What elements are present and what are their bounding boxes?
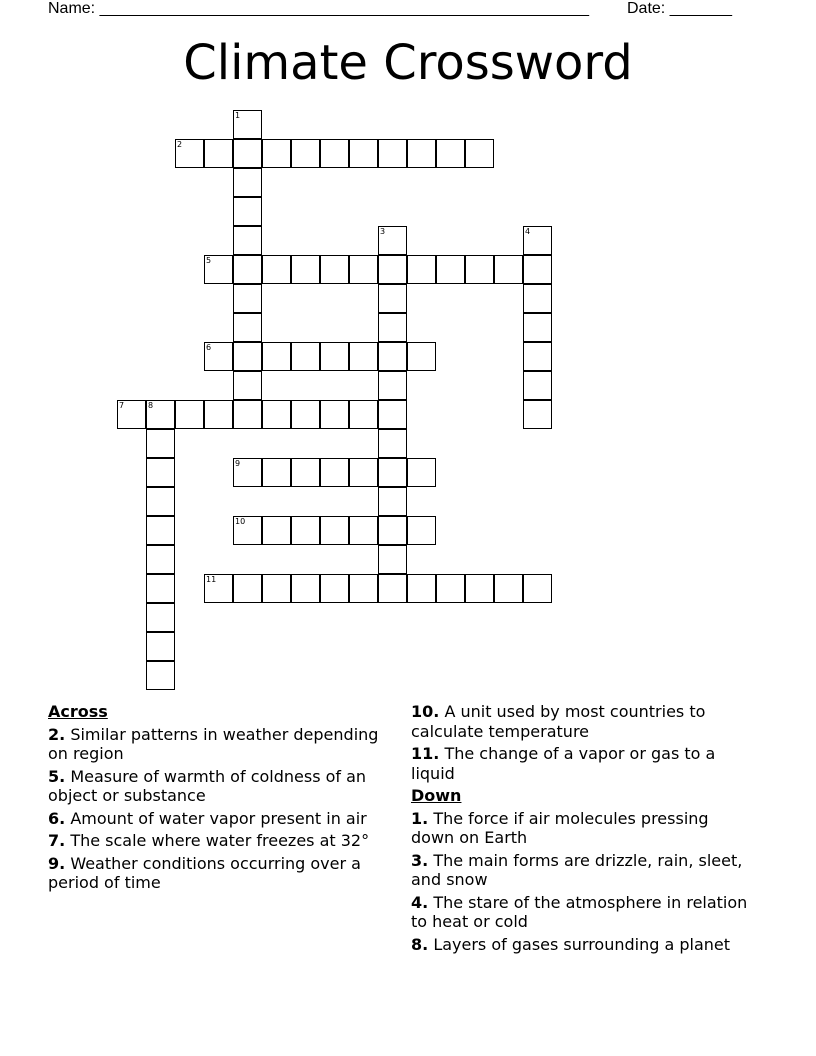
clue-across-7: 7. The scale where water freezes at 32° [48, 831, 370, 850]
clue-across-11: 11. The change of a vapor or gas to a liquid [411, 744, 716, 783]
crossword-cell[interactable] [349, 574, 378, 603]
crossword-cell[interactable] [262, 458, 291, 487]
crossword-cell[interactable] [349, 342, 378, 371]
crossword-cell[interactable] [291, 574, 320, 603]
crossword-cell[interactable] [320, 458, 349, 487]
cell-number: 10 [235, 517, 246, 526]
crossword-cell[interactable] [146, 661, 175, 690]
crossword-cell[interactable] [233, 284, 262, 313]
crossword-cell[interactable] [407, 139, 436, 168]
crossword-cell[interactable] [378, 574, 407, 603]
crossword-cell[interactable] [233, 400, 262, 429]
crossword-cell[interactable] [523, 226, 552, 255]
cell-number: 11 [206, 575, 217, 584]
crossword-cell[interactable] [262, 255, 291, 284]
clue-across-9: 9. Weather conditions occurring over a period of time [48, 853, 361, 892]
crossword-cell[interactable] [378, 429, 407, 458]
crossword-cell[interactable] [204, 574, 233, 603]
crossword-cell[interactable] [378, 139, 407, 168]
crossword-cell[interactable] [320, 574, 349, 603]
clue-down-4: 4. The stare of the atmosphere in relation to heat or cold [411, 892, 748, 931]
crossword-cell[interactable] [146, 603, 175, 632]
crossword-cell[interactable] [204, 342, 233, 371]
crossword-cell[interactable] [320, 139, 349, 168]
crossword-cell[interactable] [291, 400, 320, 429]
crossword-cell[interactable] [465, 255, 494, 284]
crossword-cell[interactable] [349, 516, 378, 545]
cell-number: 3 [380, 227, 386, 236]
crossword-cell[interactable] [291, 516, 320, 545]
crossword-cell[interactable] [407, 255, 436, 284]
crossword-cell[interactable] [523, 255, 552, 284]
crossword-cell[interactable] [523, 371, 552, 400]
crossword-cell[interactable] [378, 545, 407, 574]
crossword-cell[interactable] [349, 400, 378, 429]
clue-across-6: 6. Amount of water vapor present in air [48, 808, 367, 828]
crossword-cell[interactable] [378, 342, 407, 371]
crossword-cell[interactable] [320, 255, 349, 284]
cell-number: 1 [235, 111, 241, 120]
crossword-cell[interactable] [378, 284, 407, 313]
crossword-cell[interactable] [175, 139, 204, 168]
crossword-cell[interactable] [378, 255, 407, 284]
crossword-cell[interactable] [233, 371, 262, 400]
crossword-cell[interactable] [233, 226, 262, 255]
crossword-cell[interactable] [262, 574, 291, 603]
crossword-cell[interactable] [204, 255, 233, 284]
clue-across-2: 2. Similar patterns in weather depending on region [48, 724, 379, 763]
cell-number: 4 [525, 227, 531, 236]
name-field-label[interactable]: Name: _______________________________________________________ [48, 0, 589, 17]
cell-number: 2 [177, 140, 183, 149]
crossword-cell[interactable] [117, 400, 146, 429]
clue-down-3: 3. The main forms are drizzle, rain, sleet, and snow [411, 850, 743, 889]
crossword-cell[interactable] [494, 574, 523, 603]
crossword-cell[interactable] [146, 516, 175, 545]
crossword-cell[interactable] [233, 574, 262, 603]
crossword-cell[interactable] [262, 139, 291, 168]
crossword-cell[interactable] [233, 197, 262, 226]
crossword-cell[interactable] [407, 516, 436, 545]
crossword-cell[interactable] [349, 255, 378, 284]
crossword-cell[interactable] [146, 574, 175, 603]
down-heading: Down [411, 786, 462, 805]
cell-number: 8 [148, 401, 154, 410]
cell-number: 6 [206, 343, 212, 352]
crossword-cell[interactable] [233, 516, 262, 545]
crossword-cell[interactable] [175, 400, 204, 429]
crossword-cell[interactable] [378, 313, 407, 342]
crossword-cell[interactable] [349, 458, 378, 487]
crossword-cell[interactable] [523, 313, 552, 342]
crossword-cell[interactable] [262, 516, 291, 545]
crossword-cell[interactable] [291, 139, 320, 168]
crossword-cell[interactable] [262, 400, 291, 429]
clues-column-left [48, 702, 393, 896]
crossword-cell[interactable] [146, 458, 175, 487]
crossword-cell[interactable] [146, 545, 175, 574]
crossword-cell[interactable] [465, 139, 494, 168]
crossword-cell[interactable] [523, 574, 552, 603]
crossword-cell[interactable] [436, 139, 465, 168]
crossword-cell[interactable] [291, 458, 320, 487]
crossword-cell[interactable] [233, 458, 262, 487]
crossword-cell[interactable] [262, 342, 291, 371]
crossword-cell[interactable] [407, 342, 436, 371]
crossword-cell[interactable] [233, 168, 262, 197]
cell-number: 5 [206, 256, 212, 265]
crossword-cell[interactable] [291, 342, 320, 371]
crossword-cell[interactable] [146, 487, 175, 516]
clue-across-5: 5. Measure of warmth of coldness of an object or substance [48, 766, 367, 805]
crossword-cell[interactable] [378, 487, 407, 516]
date-field-label[interactable]: Date: _______ [627, 0, 732, 17]
clue-down-1: 1. The force if air molecules pressing down on Earth [411, 808, 709, 847]
crossword-cell[interactable] [204, 139, 233, 168]
cell-number: 7 [119, 401, 125, 410]
crossword-cell[interactable] [407, 574, 436, 603]
crossword-cell[interactable] [146, 429, 175, 458]
clue-down-8: 8. Layers of gases surrounding a planet [411, 934, 731, 954]
crossword-cell[interactable] [378, 371, 407, 400]
crossword-cell[interactable] [291, 255, 320, 284]
crossword-cell[interactable] [378, 458, 407, 487]
crossword-cell[interactable] [494, 255, 523, 284]
crossword-cell[interactable] [436, 574, 465, 603]
crossword-cell[interactable] [407, 458, 436, 487]
crossword-cell[interactable] [378, 226, 407, 255]
crossword-cell[interactable] [378, 516, 407, 545]
crossword-cell[interactable] [523, 342, 552, 371]
crossword-cell[interactable] [436, 255, 465, 284]
clue-across-10: 10. A unit used by most countries to calculate temperature [411, 702, 706, 741]
crossword-cell[interactable] [320, 400, 349, 429]
crossword-cell[interactable] [465, 574, 494, 603]
crossword-cell[interactable] [349, 139, 378, 168]
crossword-cell[interactable] [233, 313, 262, 342]
crossword-cell[interactable] [523, 284, 552, 313]
clues-column-right [411, 702, 756, 957]
page-title: Climate Crossword [183, 35, 633, 91]
crossword-cell[interactable] [523, 400, 552, 429]
crossword-cell[interactable] [233, 342, 262, 371]
crossword-cell[interactable] [320, 342, 349, 371]
crossword-cell[interactable] [378, 400, 407, 429]
crossword-cell[interactable] [146, 632, 175, 661]
cell-number: 9 [235, 459, 241, 468]
crossword-cell[interactable] [320, 516, 349, 545]
crossword-cell[interactable] [233, 255, 262, 284]
crossword-cell[interactable] [233, 110, 262, 139]
crossword-cell[interactable] [233, 139, 262, 168]
crossword-cell[interactable] [146, 400, 175, 429]
across-heading: Across [48, 702, 108, 721]
crossword-cell[interactable] [204, 400, 233, 429]
